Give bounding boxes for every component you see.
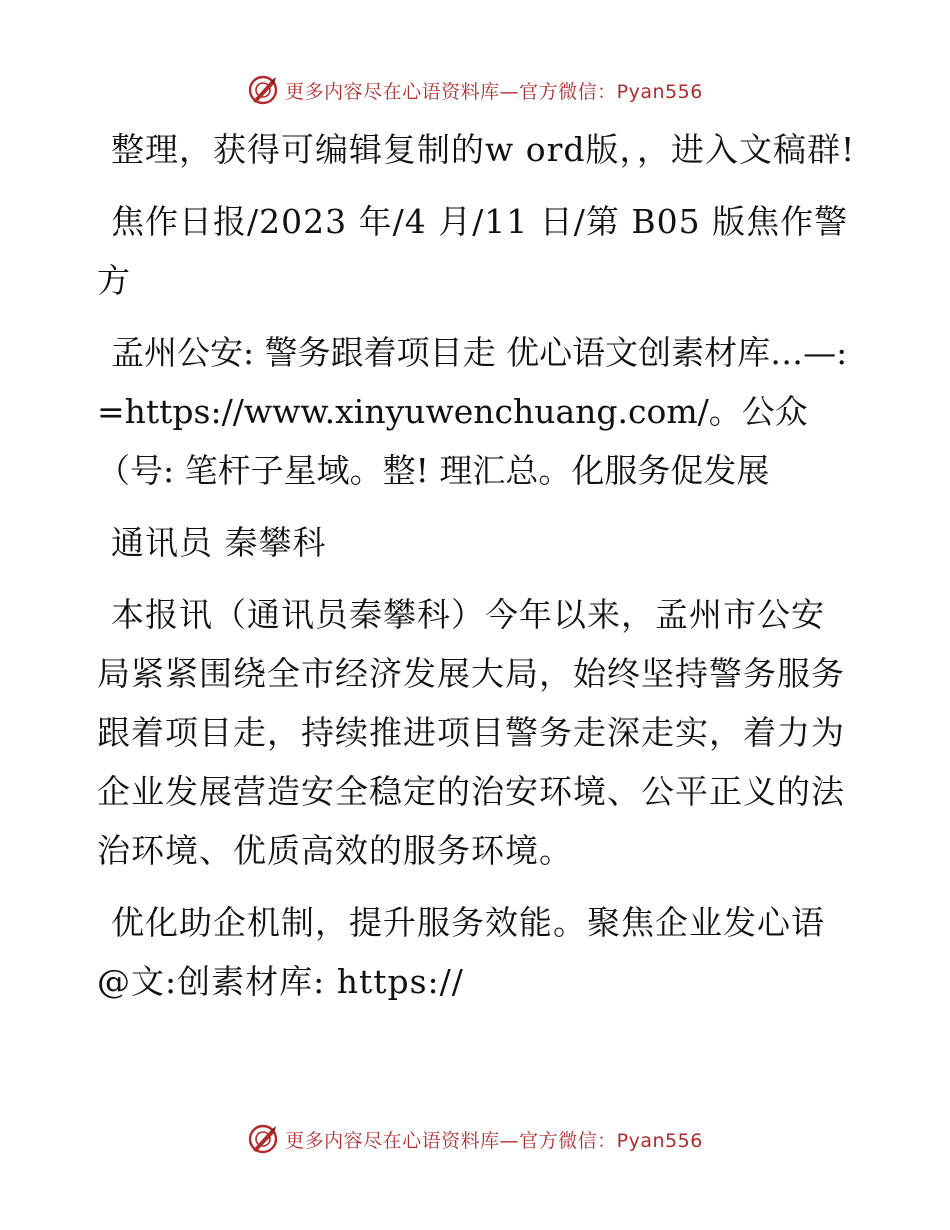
footer-banner <box>0 1119 950 1159</box>
banner-text: 更多内容尽在心语资料库—官方微信：Pyan556 <box>285 1129 703 1152</box>
banner-text: 更多内容尽在心语资料库—官方微信：Pyan556 <box>285 80 703 103</box>
article-headline: 孟州公安: 警务跟着项目走 优心语文创素材库…—: =https://www.xinyuwenchuang.com/。公众（号: 笔杆子星域。整! 理汇总。化服务促发展 <box>97 333 848 490</box>
source-line: 焦作日报/2023 年/4 月/11 日/第 B05 版焦作警方 <box>97 202 849 300</box>
lead-paragraph: 本报讯（通讯员秦攀科）今年以来，孟州市公安局紧紧围绕全市经济发展大局，始终坚持警务服务跟着项目走，持续推进项目警务走深走实，着力为企业发展营造安全稳定的治安环境、公平正义的法治环境、优质高效的服务环境。 <box>97 595 845 870</box>
byline: 通讯员 秦攀科 <box>111 523 327 562</box>
quill-pen-logo-icon <box>247 74 279 106</box>
intro-paragraph: 整理，获得可编辑复制的w ord版，，进入文稿群! <box>111 130 856 169</box>
document-body <box>97 120 857 1024</box>
header-banner <box>0 70 950 110</box>
quill-pen-logo-icon <box>247 1123 279 1155</box>
body-paragraph: 优化助企机制，提升服务效能。聚焦企业发心语@文:创素材库: https:// <box>97 903 825 1001</box>
